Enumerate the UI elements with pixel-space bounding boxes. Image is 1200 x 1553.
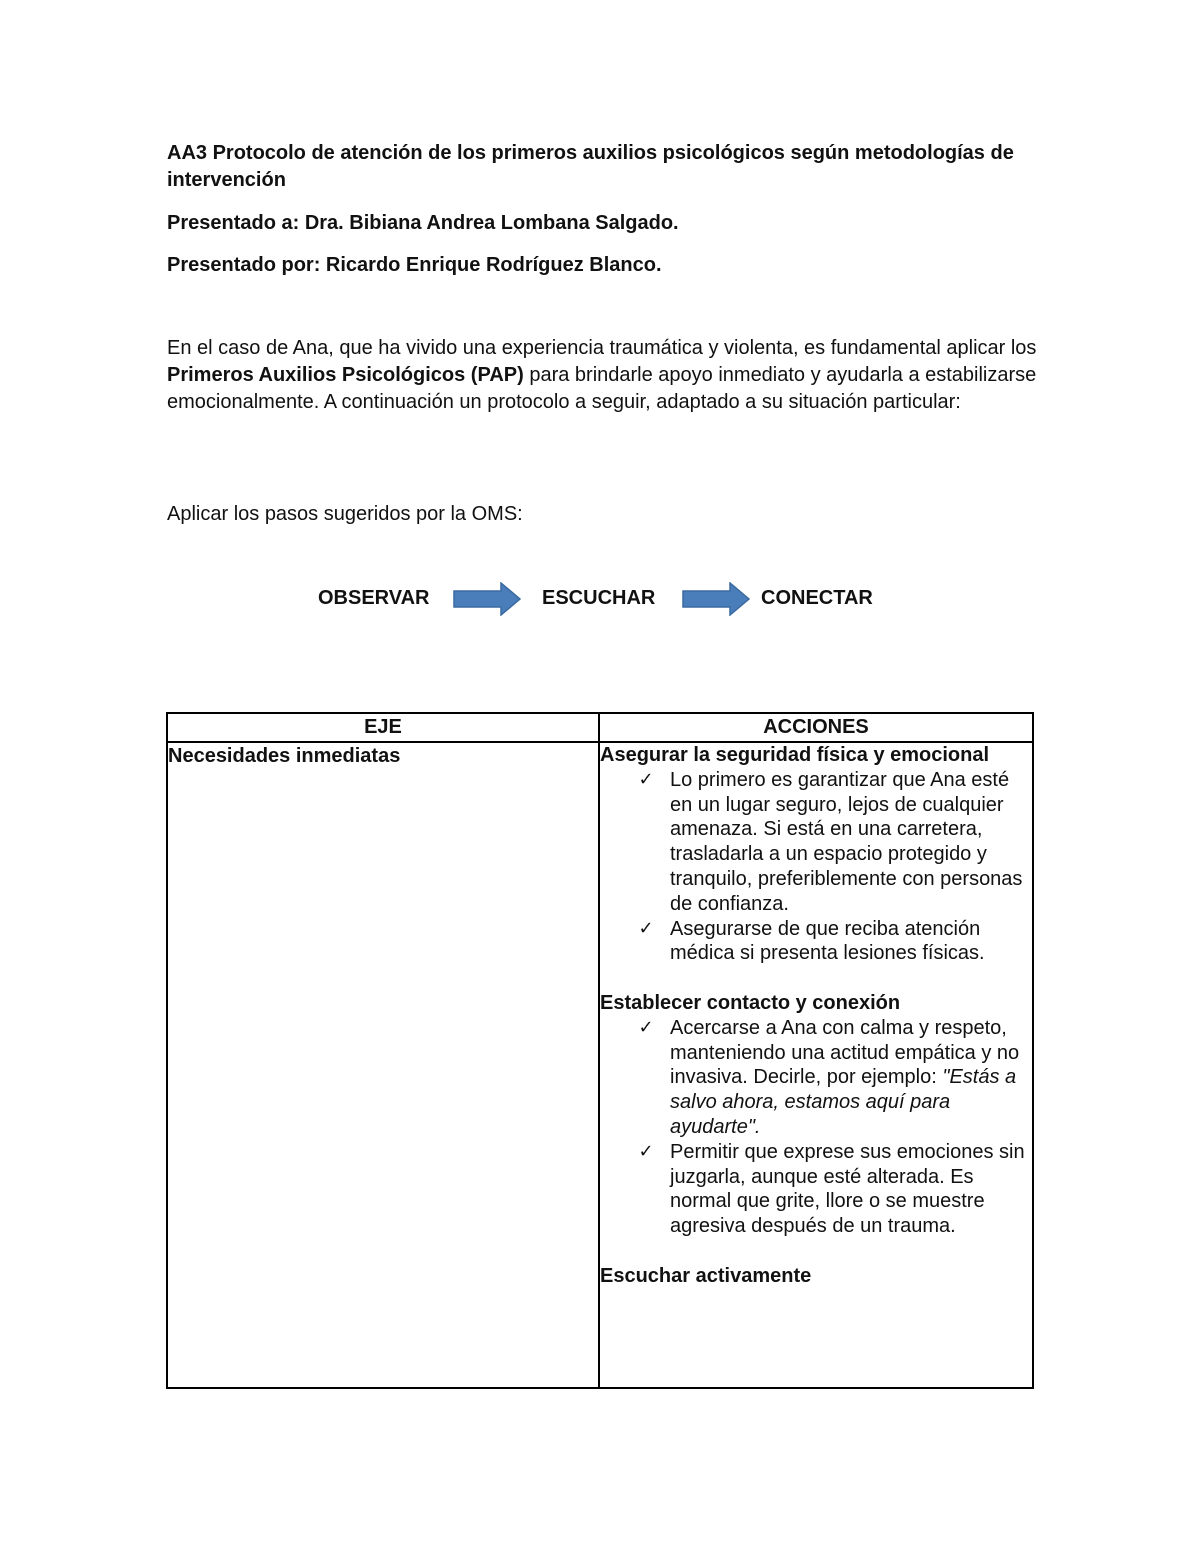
header-eje: EJE (167, 713, 599, 742)
table-row (167, 742, 1033, 1388)
checklist-seguridad (600, 768, 1032, 966)
section-title-escuchar: Escuchar activamente (600, 1264, 812, 1287)
checkmark-icon: ✓ (638, 768, 654, 790)
presented-to: Presentado a: Dra. Bibiana Andrea Lombana Salgado. (167, 212, 679, 234)
flow-step-conectar: CONECTAR (761, 587, 873, 609)
list-item-text: Lo primero es garantizar que Ana esté en un lugar seguro, lejos de cualquier amenaza. Si está en una carretera, trasladarla a un espacio protegido y tranquilo, preferiblemente con personas de confianza. (670, 768, 1023, 915)
presented-by: Presentado por: Ricardo Enrique Rodríguez Blanco. (167, 254, 662, 276)
document-title: AA3 Protocolo de atención de los primeros auxilios psicológicos según metodologías de intervención (167, 142, 1014, 191)
intro-paragraph (167, 335, 1037, 416)
right-arrow-icon (682, 582, 750, 616)
acciones-cell (599, 742, 1033, 1388)
protocol-table (166, 712, 1034, 1389)
checkmark-icon: ✓ (638, 1016, 654, 1038)
flow-step-escuchar: ESCUCHAR (542, 587, 656, 609)
right-arrow-icon (453, 582, 521, 616)
intro-text-end: para brindarle apoyo inmediato y ayudarla a estabilizarse emocionalmente. A continuación un protocolo a seguir, adaptado a su situación particular: (167, 364, 1037, 413)
steps-label: Aplicar los pasos sugeridos por la OMS: (167, 503, 523, 525)
table-header-row (167, 713, 1033, 742)
list-item (600, 917, 1032, 967)
flow-step-observar: OBSERVAR (318, 587, 430, 609)
list-item-text: Permitir que exprese sus emociones sin juzgarla, aunque esté alterada. Es normal que grite, llore o se muestre agresiva después de un trauma. (670, 1140, 1025, 1238)
checkmark-icon: ✓ (638, 1140, 654, 1162)
eje-cell: Necesidades inmediatas (167, 742, 599, 1388)
header-acciones: ACCIONES (599, 713, 1033, 742)
list-item (600, 1016, 1032, 1140)
list-item (600, 1140, 1032, 1239)
checkmark-icon: ✓ (638, 917, 654, 939)
section-spacer (600, 966, 1032, 991)
intro-text-start: En el caso de Ana, que ha vivido una experiencia traumática y violenta, es fundamental aplicar los (167, 337, 1037, 359)
intro-bold-term: Primeros Auxilios Psicológicos (PAP) (167, 364, 524, 386)
list-item (600, 768, 1032, 917)
list-item-quote: "Estás a salvo ahora, estamos aquí para ayudarte". (670, 1066, 1017, 1138)
checklist-contacto (600, 1016, 1032, 1239)
list-item-text: Acercarse a Ana con calma y respeto, manteniendo una actitud empática y no invasiva. Decirle, por ejemplo: (670, 1016, 1020, 1089)
list-item-text: Asegurarse de que reciba atención médica si presenta lesiones físicas. (670, 917, 985, 965)
section-title-contacto: Establecer contacto y conexión (600, 991, 901, 1014)
section-spacer (600, 1239, 1032, 1264)
section-title-seguridad: Asegurar la seguridad física y emocional (600, 744, 990, 766)
